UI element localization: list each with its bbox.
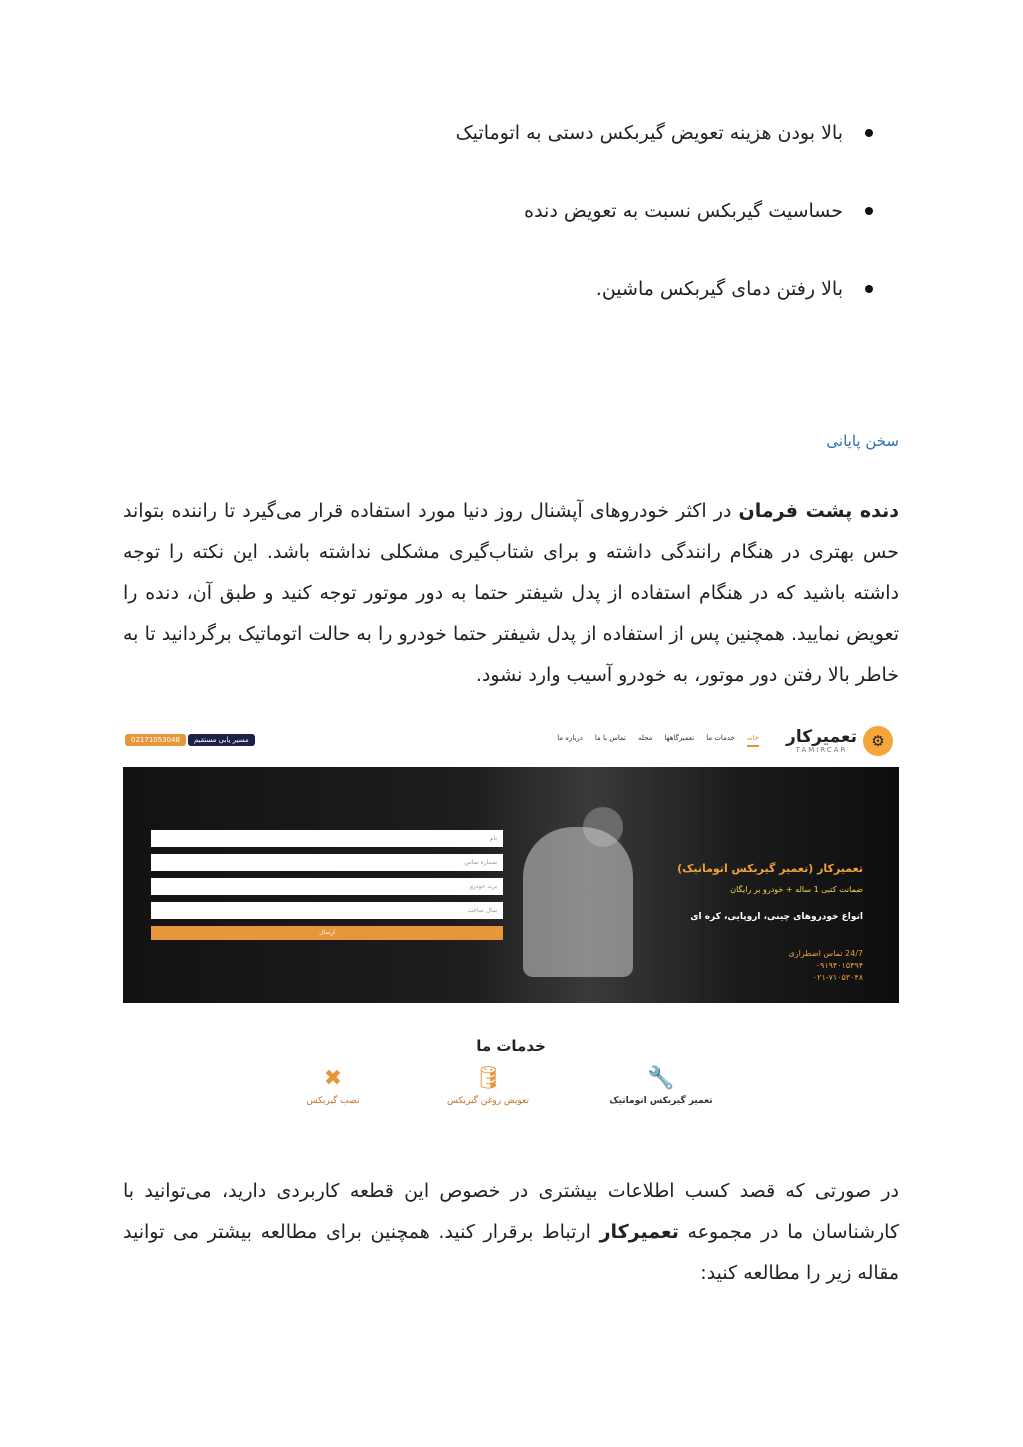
section-heading[interactable]: سخن پایانی [826, 432, 899, 450]
menu-item-magazine: مجله [638, 734, 653, 742]
bullet-icon [865, 285, 873, 293]
bold-term: دنده پشت فرمان [738, 500, 899, 522]
paragraph-text: ارتباط برقرار کنید. همچنین برای مطالعه بیشتر می توانید مقاله زیر را مطالعه کنید: [123, 1221, 899, 1284]
service-label: نصب گیربکس [306, 1096, 360, 1106]
phone-pill: 02171053048 [125, 734, 186, 746]
oil-can-icon: 🛢 [474, 1066, 502, 1091]
mechanic-figure [523, 827, 633, 977]
gear-icon: ⚙ [863, 726, 893, 756]
paragraph-text: در صورتی که قصد کسب اطلاعات بیشتری در خصوص این قطعه کاربردی دارید، می‌توانید با کارشناسان ما در مجموعه [123, 1180, 900, 1243]
list-item [173, 276, 873, 302]
paragraph-outro [123, 1171, 899, 1294]
services-title: خدمات ما [476, 1037, 546, 1055]
service-item [428, 1066, 548, 1106]
hero-text [677, 862, 863, 984]
route-pill: مسیر یابی مستقیم [188, 734, 255, 746]
name-field: نام [151, 830, 503, 847]
contact-form [151, 830, 503, 940]
logo-subtext: TAMIRCAR [795, 746, 848, 754]
contact-mobile: ۰۹۱۹۴۰۱۵۴۹۴ [815, 961, 863, 970]
service-item [273, 1066, 393, 1106]
menu-item-contact: تماس با ما [594, 734, 627, 742]
menu-item-shops: تعمیرگاهها [664, 734, 695, 742]
service-label: تعمیر گیربکس اتوماتیک [609, 1096, 713, 1106]
bullet-text: حساسیت گیربکس نسبت به تعویض دنده [524, 200, 843, 222]
brand-field: برند خودرو [151, 878, 503, 895]
menu-item-services: خدمات ما [706, 734, 735, 742]
bold-brand: تعمیرکار [599, 1221, 679, 1243]
year-field: سال ساخت [151, 902, 503, 919]
bullet-icon [865, 129, 873, 137]
paragraph-text: در اکثر خودروهای آپشنال روز دنیا مورد استفاده قرار می‌گیرد تا راننده بتواند حس بهتری در هنگام رانندگی داشته و برای شتاب‌گیری مشکلی نداشته باشد. این نکته را توجه داشته باشید که در هنگام استفاده از پدل شیفتر حتما به دور موتور توجه کنید و طبق آن، دنده را تعویض نمایید. همچنین پس از استفاده از پدل شیفتر حتما خودرو را به حالت اتوماتیک برگردانید تا به خاطر بالا رفتن دور موتور، به خودرو آسیب وارد نشود. [123, 500, 899, 686]
contact-phone: ۰۲۱-۷۱۰۵۳۰۴۸ [812, 973, 863, 982]
phone-field: شماره تماس [151, 854, 503, 871]
site-navbar [123, 718, 899, 767]
submit-button: ارسال [151, 926, 503, 940]
list-item [173, 198, 873, 224]
embedded-site-screenshot [123, 718, 899, 1118]
service-label: تعویض روغن گیربکس [447, 1096, 529, 1106]
bullet-text: بالا رفتن دمای گیربکس ماشین. [595, 278, 843, 300]
bullet-list [173, 120, 873, 354]
bullet-text: بالا بودن هزینه تعویض گیربکس دستی به اتوماتیک [455, 122, 843, 144]
bullet-icon [865, 207, 873, 215]
hero-title: تعمیرکار (تعمیر گیربکس اتوماتیک) [677, 862, 863, 875]
list-item [173, 120, 873, 146]
hero-subtitle: ضمانت کتبی 1 ساله + خودرو بر رایگان [730, 885, 863, 894]
site-logo [786, 726, 893, 756]
hero-line: انواع خودروهای چینی، اروپایی، کره ای [690, 912, 863, 922]
logo-text: تعمیرکار [786, 727, 857, 747]
contact-emergency: 24/7 تماس اضطراری [788, 949, 863, 958]
site-menu [557, 734, 759, 747]
paragraph-intro [123, 491, 899, 696]
service-item [601, 1066, 721, 1106]
menu-item-about: درباره ما [557, 734, 583, 742]
menu-item-home: خانه [747, 734, 759, 747]
hero-banner [123, 767, 899, 1003]
tools-icon: ✖ [323, 1066, 343, 1091]
wrench-icon: 🔧 [647, 1066, 675, 1091]
